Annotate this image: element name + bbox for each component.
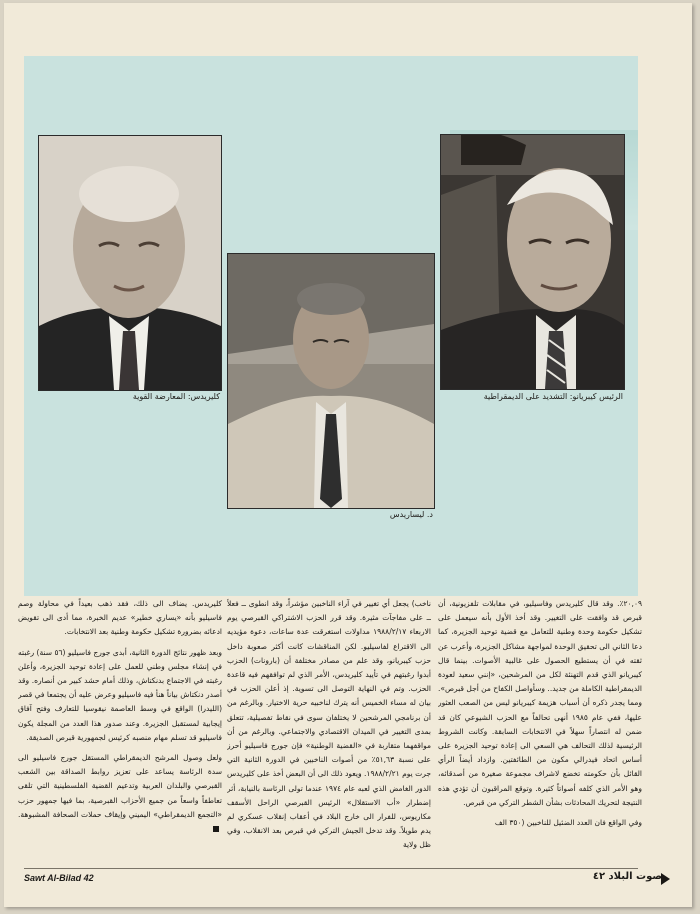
paragraph: وبعد ظهور نتائج الدورة الثانية، أبدى جورج فاسيليو (٥٦ سنة) رغبته في إنشاء مجلس وطني للعمل على إعادة توحيد الجزيرة، وأعلن رغبته في الاجتماع بدنكتاش، وذلك أمام حشد كبير من أنصاره. وقد أصدر دنكتاش بياناً هنأ فيه فاسيليو وعرض عليه أن يجتمعا في قصر (الليدرا) الواقع في وسط العاصمة نيقوسيا للتعارف وفتح آفاق إيجابية لمستقبل الجزيرة. وعند صدور هذا العدد من المجلة يكون فاسيليو قد تسلم مهام منصبه كرئيس لجمهورية قبرص الصديقة. [18,647,222,742]
article-column-middle [227,597,431,865]
caption-kyprianou: الرئيس كيبريانو: التشديد على الديمقراطية [483,392,623,401]
paragraph: ناخب) يجعل أي تغيير في آراء الناخبين مؤشراً، وقد انطوى ــ فعلاً ــ على مفاجآت مثيرة. وقد قرر الحزب الاشتراكي القبرصي يوم الاربعاء ١٩٨٨/٢/١٧ مداولات استغرقت عدة ساعات، دعوة مؤيديه الى الاقتراع لفاسيليو. لكن المناقشات كانت أكثر صعوبة داخل حزب كيبريانو، وقد علم من مصادر مختلفة أن (بارونات) الحزب أبدوا رغبتهم في تأييد كليريدس، الأمر الذي لم توافقهم فيه قاعدة الحزب. وتم في النهاية التوصل الى تسوية. إذ أعلن الحزب في بيان له مساء الخميس أنه يترك لناخبيه حرية الاختيار. وبالرغم من أن برنامجي المرشحين لا يختلفان سوى في نقاط تفصيلية، تتعلق بمدى التغيير في الميدان الاقتصادي والاجتماعي. وبالرغم من أن مواقفهما متقاربة في «القضية الوطنية» فإن جورج فاسيليو أحرز على نسبة ٥١,٦٣٪ من أصوات الناخبين في الدورة الثانية التي جرت يوم ١٩٨٨/٢/٢١. ويعود ذلك الى أن البعض أخذ على كليريدس الدور الغامض الذي لعبه عام ١٩٧٤ عندما تولى الرئاسة بالنيابة، أثر إضطرار «أب الاستقلال» الرئيس القبرصي الراحل الأسقف مكاريوس، للفرار الى خارج البلاد في أعقاب إنقلاب عسكري لم يدم طويلاً. وقد تدخل الجيش التركي في قبرص بعد الانقلاب، وفي ظل ولاية [227,599,431,850]
caption-clerides: كليريدس: المعارضة القوية [132,392,220,401]
article-column-right [438,597,642,865]
footer-page-label-arabic: صوت البلاد ٤٢ [592,871,662,882]
photo-clerides [38,135,222,391]
right-arrow-icon [661,873,670,885]
square-end-mark [213,826,219,832]
photo-kyprianou [440,134,625,390]
paragraph: ٢٠,٠٩٪. وقد قال كليريدس وفاسيليو، في مقابلات تلفزيونية، أن قبرص قد وافقت على التغيير. وقد أخذ الأول بأنه سيعمل على تشكيل حكومة وحدة وطنية للتعامل مع قضية توحيد الجزيرة، كما دعا الثاني الى تحقيق الوحدة لمواجهة مشاكل الجزيرة، وأعرب عن ثقته في أن يستطيع الحصول على غالبية الأصوات. بينما قال كيبريانو الذي قدم التهنئة لكل من المرشحين، «إنني سعيد لعودة الديمقراطية الكاملة من جديد.. وسأواصل الكفاح من أجل قبرص». ومما يجدر ذكره أن أسباب هزيمة كيبريانو ليس من الصعب العثور عليها، ففي عام ١٩٨٥ أنهى تحالفاً مع الحزب الشيوعي كان قد ضمن له انتصاراً سهلاً في الانتخابات السابقة. وكانت الشروط الرئيسية لذلك التحالف هي السعي الى إعادة توحيد الجزيرة على أساس اتحاد فيدرالي مكون من الطائفتين. وازداد أيضاً الرأي القائل بأن حكومته تخضع لاشراف مجموعة صغيرة من أصدقائه، وهو الأمر الذي كلفه أصواتاً كثيرة. وتوقع المراقبون أن تؤدي هذه النتيجة لتحريك المحادثات بشأن الشطر التركي من قبرص. [438,599,642,807]
caption-lyssarides: د. ليساريدس [389,510,433,519]
paragraph-closing [18,751,222,836]
footer-page-label-latin: Sawt Al-Bilad 42 [24,873,94,883]
footer-rule [24,868,638,869]
article-column-left [18,597,222,865]
paragraph-text: ولعل وصول المرشح الديمقراطي المستقل جورج فاسيليو الى سدة الرئاسة يساعد على تعزيز روابط الصداقة بين الشعب القبرصي والبلدان العربية وتدعيم القضية الفلسطينية التي تلقى تعاطفاً واسعاً من جميع الأحزاب القبرصية، بما فيها جمهور حزب «التجمع الديمقراطي» اليميني وإيقاف حملات الصحافة المشبوهة. [18,753,222,819]
photo-lyssarides [227,253,435,509]
paragraph: كليريدس. يضاف الى ذلك، فقد ذهب بعيداً في محاولة وصم فاسيليو بأنه «يساري خطير» عديم الخبرة، مما أدى الى تقويض ادعائه بضرورة تشكيل حكومة وطنية بعد الانتخابات. [18,599,222,637]
paragraph: وفي الواقع فان العدد الضئيل للناخبين (٣٥٠ الف [494,818,642,828]
